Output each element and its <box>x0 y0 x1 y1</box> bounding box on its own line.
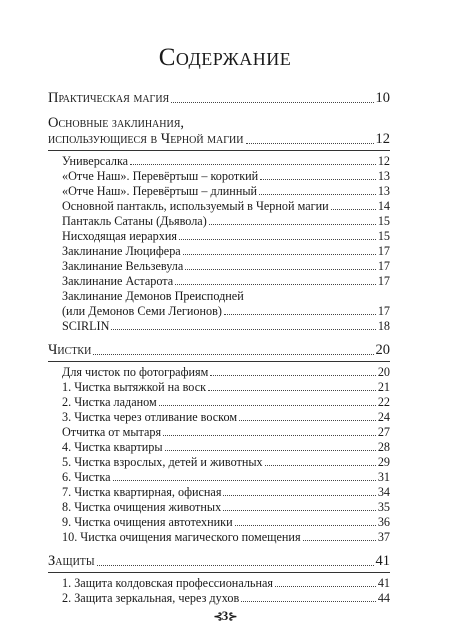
item-label: 2. Защита зеркальная, через духов <box>62 591 240 605</box>
leader-dots <box>171 102 373 103</box>
toc-item <box>62 214 390 229</box>
leader-dots <box>331 209 376 210</box>
leader-dots <box>275 586 376 587</box>
toc-item <box>62 274 390 289</box>
toc-item <box>62 395 390 410</box>
item-page: 14 <box>377 199 390 213</box>
item-page: 27 <box>377 425 390 439</box>
item-label: Заклинание Люцифера <box>62 244 181 258</box>
item-page: 44 <box>377 591 390 605</box>
ornament-right-icon: ⊱ <box>228 611 237 623</box>
item-page: 13 <box>377 184 390 198</box>
item-page: 20 <box>377 365 390 379</box>
item-page: 17 <box>377 259 390 273</box>
section-title: Практическая магия <box>48 90 170 106</box>
item-label: 1. Защита колдовская профессиональная <box>62 576 274 590</box>
item-label: 8. Чистка очищения животных <box>62 500 222 514</box>
toc-item <box>62 380 390 395</box>
item-label: 10. Чистка очищения магического помещения <box>62 530 301 544</box>
item-label: 3. Чистка через отливание воском <box>62 410 238 424</box>
item-page: 34 <box>377 485 390 499</box>
section-title: Защиты <box>48 553 95 569</box>
item-label: Пантакль Сатаны (Дьявола) <box>62 214 207 228</box>
toc-item <box>62 365 390 380</box>
toc-section-practical-magic <box>48 90 390 107</box>
leader-dots <box>224 314 376 315</box>
toc-item <box>62 259 390 274</box>
section-page: 12 <box>375 131 390 147</box>
item-page: 13 <box>377 169 390 183</box>
toc-item <box>62 530 390 545</box>
toc-item <box>62 154 390 169</box>
item-label: «Отче Наш». Перевёртыш – короткий <box>62 169 259 183</box>
toc-item <box>62 244 390 259</box>
leader-dots <box>208 390 376 391</box>
item-label: «Отче Наш». Перевёртыш – длинный <box>62 184 258 198</box>
section-rule <box>48 150 390 151</box>
item-page: 35 <box>377 500 390 514</box>
page-number-value: 3 <box>221 608 229 623</box>
toc-item <box>62 455 390 470</box>
item-label: SCIRLIN <box>62 319 110 333</box>
toc-item <box>62 304 390 319</box>
leader-dots <box>179 239 376 240</box>
item-page: 15 <box>377 229 390 243</box>
item-page: 24 <box>377 410 390 424</box>
toc-item <box>62 591 390 606</box>
leader-dots <box>303 540 376 541</box>
item-label: Заклинание Вельзевула <box>62 259 184 273</box>
leader-dots <box>97 565 374 566</box>
toc-item <box>62 440 390 455</box>
toc-item <box>62 515 390 530</box>
item-page: 31 <box>377 470 390 484</box>
leader-dots <box>260 179 376 180</box>
section-page: 10 <box>375 90 390 106</box>
item-page: 36 <box>377 515 390 529</box>
item-page: 21 <box>377 380 390 394</box>
toc-item <box>62 199 390 214</box>
leader-dots <box>210 375 375 376</box>
toc-item <box>62 425 390 440</box>
item-page: 12 <box>377 154 390 168</box>
leader-dots <box>165 450 376 451</box>
item-label: 6. Чистка <box>62 470 111 484</box>
item-label: Для чисток по фотографиям <box>62 365 209 379</box>
leader-dots <box>241 601 376 602</box>
toc-item <box>62 169 390 184</box>
item-page: 22 <box>377 395 390 409</box>
item-label: 1. Чистка вытяжкой на воск <box>62 380 207 394</box>
leader-dots <box>223 510 376 511</box>
leader-dots <box>111 329 375 330</box>
item-page: 17 <box>377 304 390 318</box>
leader-dots <box>265 465 376 466</box>
page-number <box>0 608 450 624</box>
toc-item <box>62 485 390 500</box>
section-rule <box>48 361 390 362</box>
leader-dots <box>223 495 375 496</box>
section-page: 41 <box>375 553 390 569</box>
item-label: 2. Чистка ладаном <box>62 395 157 409</box>
item-label: 9. Чистка очищения автотехники <box>62 515 233 529</box>
toc-section-protections <box>48 553 390 570</box>
toc-section-main-spells-line1: Основные заклинания, <box>48 115 185 131</box>
toc-item <box>62 576 390 591</box>
leader-dots <box>185 269 376 270</box>
item-label: Основной пантакль, используемый в Черной магии <box>62 199 329 213</box>
item-page: 18 <box>377 319 390 333</box>
item-page: 41 <box>377 576 390 590</box>
item-label-line1: Заклинание Демонов Преисподней <box>62 289 244 303</box>
item-page: 29 <box>377 455 390 469</box>
leader-dots <box>246 143 374 144</box>
item-label: 7. Чистка квартирная, офисная <box>62 485 222 499</box>
item-page: 28 <box>377 440 390 454</box>
page-title: Содержание <box>158 44 292 71</box>
leader-dots <box>183 254 376 255</box>
item-label: (или Демонов Семи Легионов) <box>62 304 222 318</box>
leader-dots <box>163 435 376 436</box>
leader-dots <box>235 525 376 526</box>
section-title: использующиеся в Черной магии <box>48 131 244 147</box>
toc-section-main-spells <box>48 131 390 148</box>
leader-dots <box>93 354 373 355</box>
section-rule <box>48 572 390 573</box>
toc-item <box>62 229 390 244</box>
item-page: 17 <box>377 244 390 258</box>
item-label: 5. Чистка взрослых, детей и животных <box>62 455 263 469</box>
toc-item <box>62 319 390 334</box>
leader-dots <box>209 224 376 225</box>
leader-dots <box>159 405 376 406</box>
toc-item <box>62 410 390 425</box>
item-label: Универсалка <box>62 154 129 168</box>
item-page: 37 <box>377 530 390 544</box>
item-label: 4. Чистка квартиры <box>62 440 163 454</box>
item-label: Нисходящая иерархия <box>62 229 177 243</box>
section-page: 20 <box>375 342 390 358</box>
item-page: 15 <box>377 214 390 228</box>
leader-dots <box>175 284 376 285</box>
toc-item <box>62 184 390 199</box>
section-title: Чистки <box>48 342 92 358</box>
toc-item <box>62 500 390 515</box>
leader-dots <box>259 194 376 195</box>
item-label: Заклинание Астарота <box>62 274 174 288</box>
leader-dots <box>239 420 376 421</box>
leader-dots <box>130 164 376 165</box>
toc-item <box>62 470 390 485</box>
item-label: Отчитка от мытаря <box>62 425 162 439</box>
item-page: 17 <box>377 274 390 288</box>
ornament-left-icon: ⊰ <box>213 611 222 623</box>
toc-section-cleansing <box>48 342 390 359</box>
leader-dots <box>113 480 376 481</box>
